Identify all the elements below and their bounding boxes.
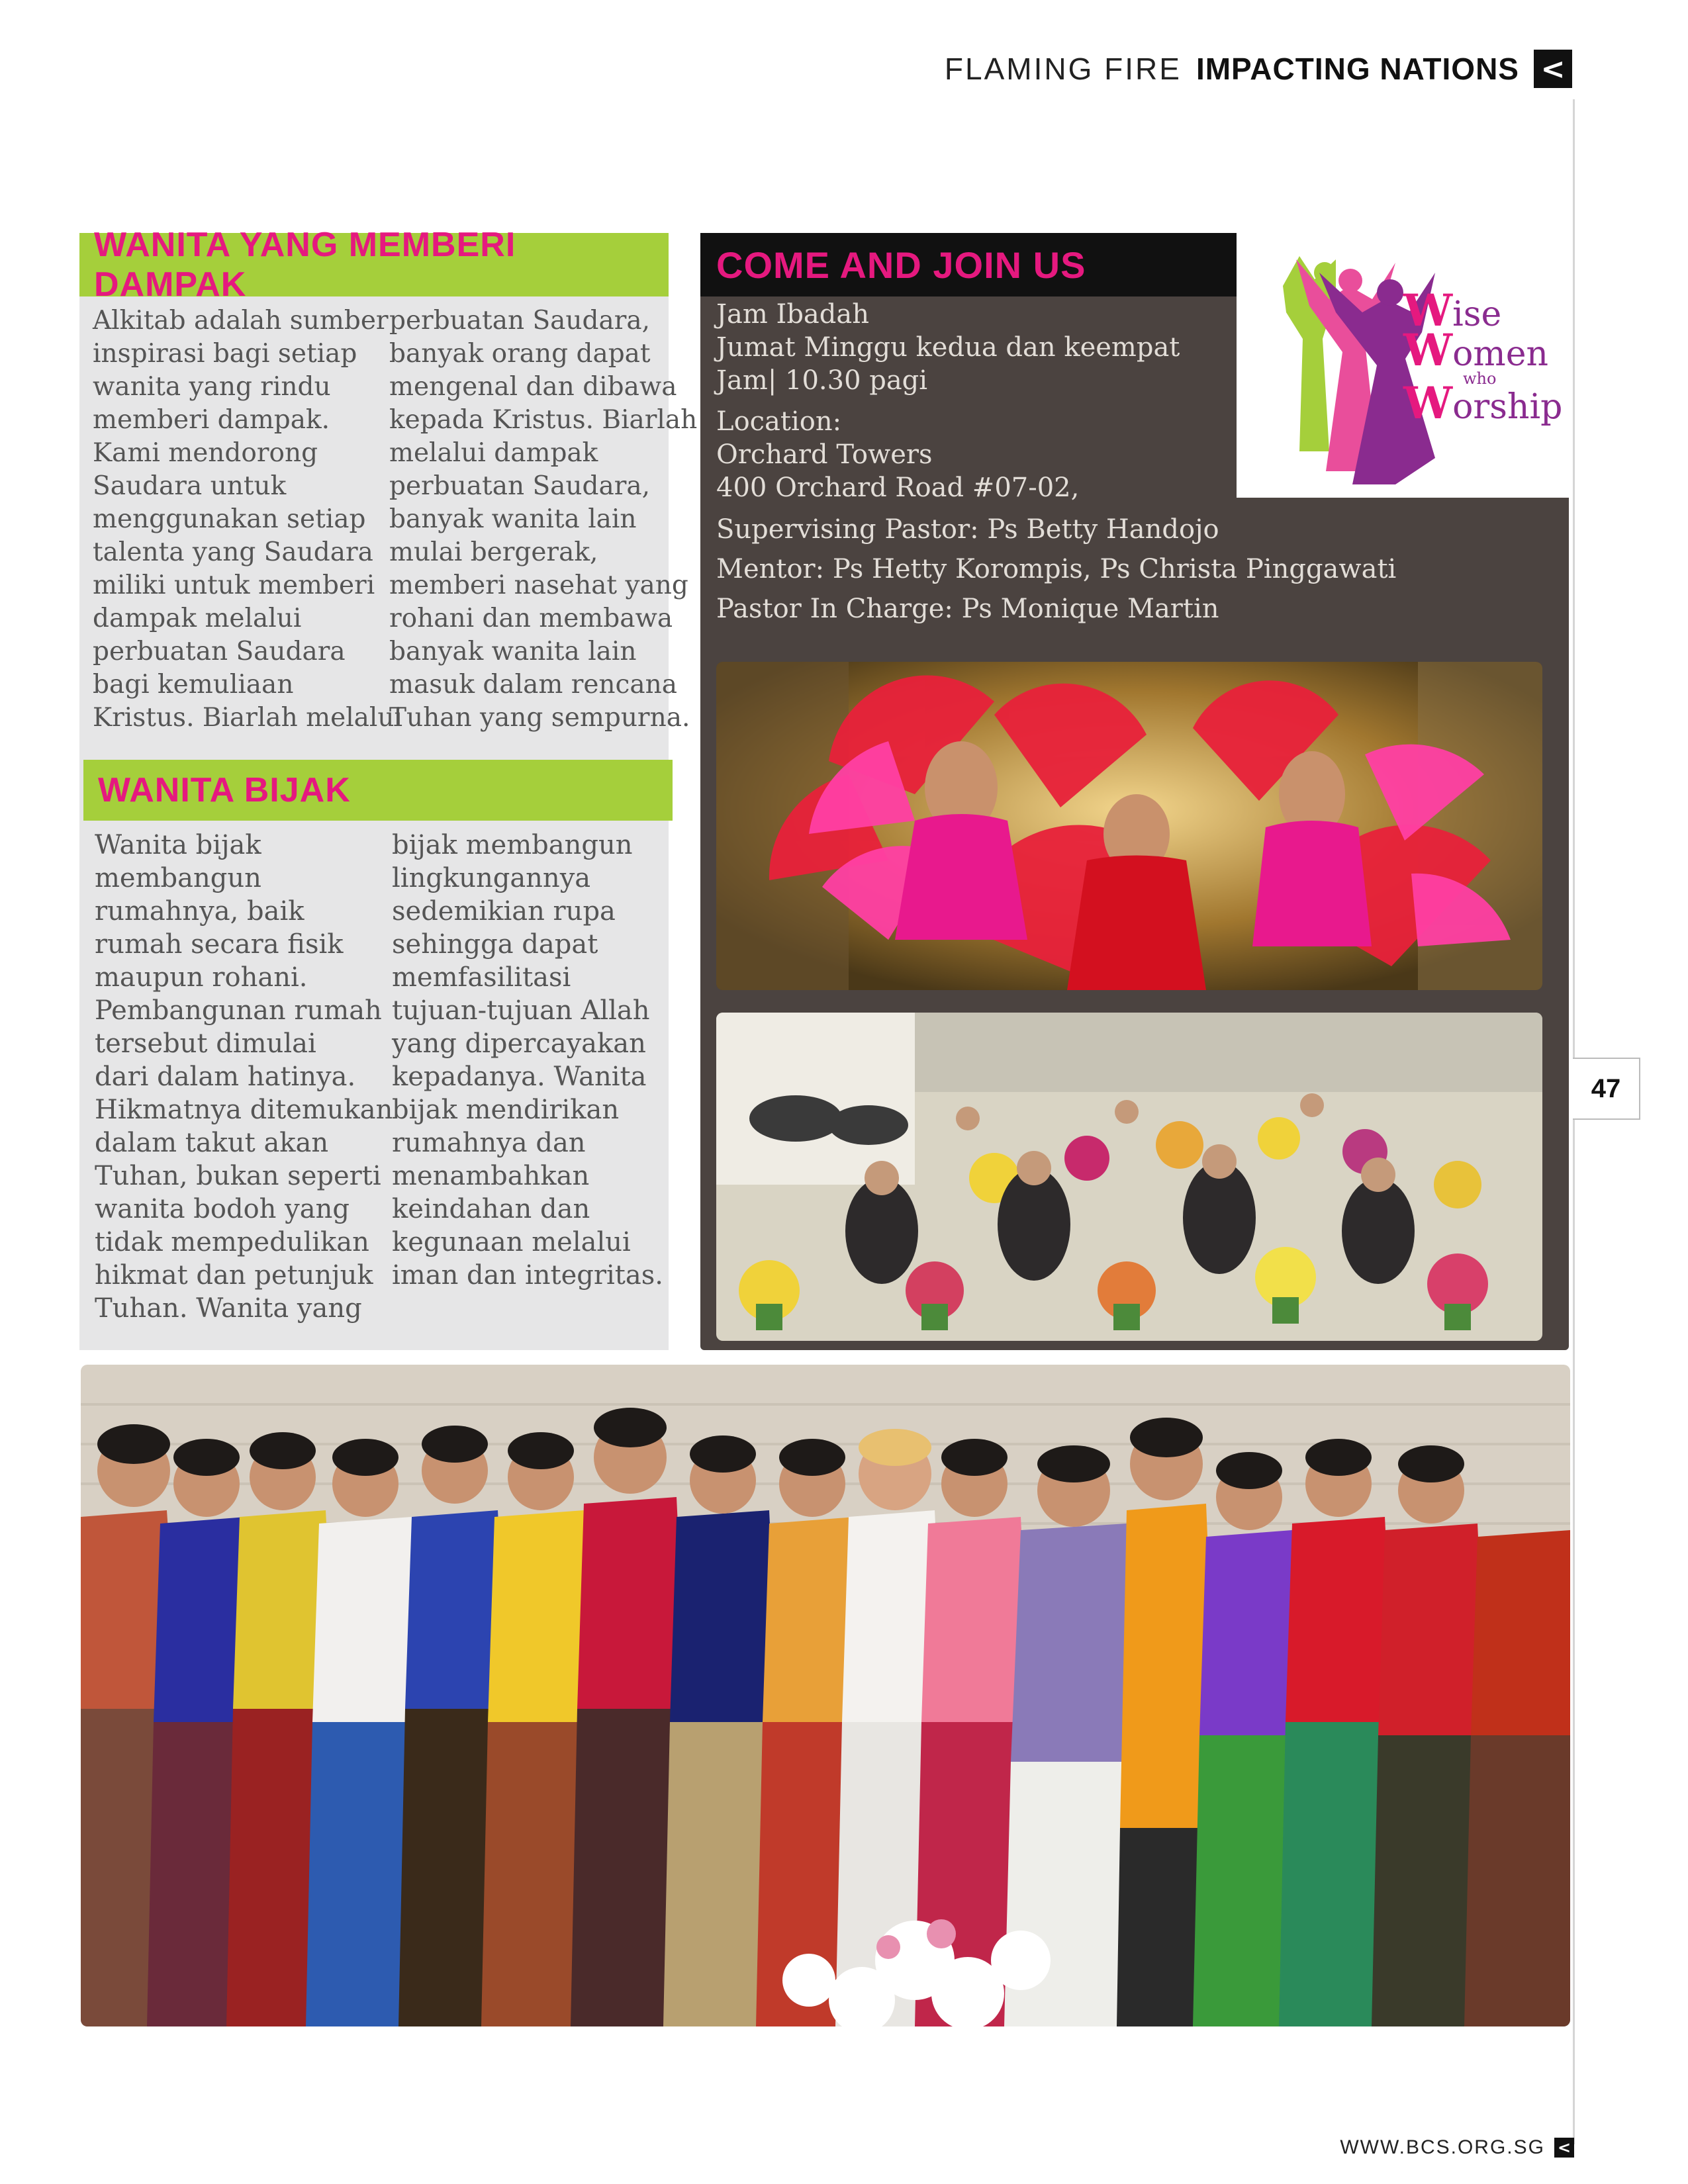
fan-dance-photo (716, 662, 1542, 990)
running-header (945, 49, 1572, 89)
flower-workshop-photo (716, 1013, 1542, 1341)
back-arrow-icon[interactable]: < (1534, 50, 1572, 88)
service-info-block (716, 298, 1233, 504)
info-line: Orchard Towers (716, 439, 933, 470)
margin-rule (1573, 99, 1575, 2144)
header-tagline: IMPACTING NATIONS (1196, 52, 1519, 86)
info-line: Pastor In Charge: Ps Monique Martin (716, 594, 1219, 624)
logo-wordmark: Wise Women who Worship (1403, 285, 1563, 429)
wise-women-logo (1237, 233, 1569, 498)
section2-column-2: bijak membangun lingkungannya sedemikian rupa sehingga dapat memfasilitasi tujuan-tujuan Allah yang dipercayakan kepadanya. Wanita bijak mendirikan rumahnya dan menambahkan keindahan dan kegunaan melalui iman dan integritas. (392, 830, 663, 1291)
info-line: Jam Ibadah (716, 299, 869, 330)
section-title-dampak: WANITA YANG MEMBERI DAMPAK (79, 233, 669, 296)
page-number: 47 (1573, 1058, 1640, 1120)
join-us-title: COME AND JOIN US (700, 233, 1237, 296)
info-line: 400 Orchard Road #07-02, (716, 473, 1080, 503)
kebaya-group-photo (81, 1365, 1570, 2026)
info-line: Mentor: Ps Hetty Korompis, Ps Christa Pinggawati (716, 554, 1397, 584)
section-title-bijak: WANITA BIJAK (83, 760, 673, 821)
footer-arrow-icon[interactable]: < (1554, 2138, 1574, 2158)
section1-column-1: Alkitab adalah sumber inspirasi bagi setiap wanita yang rindu memberi dampak. Kami mendorong Saudara untuk menggunakan setiap talenta yang Saudara miliki untuk memberi dampak melalui perbuatan Saudara bagi kemuliaan Kristus. Biarlah melalui (93, 306, 402, 733)
info-line: Supervising Pastor: Ps Betty Handojo (716, 514, 1219, 545)
header-magazine-name: FLAMING FIRE (944, 52, 1182, 86)
info-line: Jam| 10.30 pagi (716, 365, 928, 396)
info-line: Location: (716, 406, 842, 437)
pastor-info-block (716, 510, 1557, 629)
footer-url[interactable]: WWW.BCS.ORG.SG (1340, 2136, 1545, 2158)
info-line: Jumat Minggu kedua dan keempat (716, 332, 1180, 363)
section2-column-1: Wanita bijak membangun rumahnya, baik rumah secara fisik maupun rohani. Pembangunan rumah tersebut dimulai dari dalam hatinya. Hikmatnya ditemukan dalam takut akan Tuhan, bukan seperti wanita bodoh yang tidak mempedulikan hikmat dan petunjuk Tuhan. Wanita yang (95, 830, 393, 1324)
footer (1340, 2136, 1574, 2159)
section1-column-2: perbuatan Saudara, banyak orang dapat mengenal dan dibawa kepada Kristus. Biarlah melalui dampak perbuatan Saudara, banyak wanita lain mulai bergerak, memberi nasehat yang rohani dan membawa banyak wanita lain masuk dalam rencana Tuhan yang sempurna. (389, 306, 698, 733)
